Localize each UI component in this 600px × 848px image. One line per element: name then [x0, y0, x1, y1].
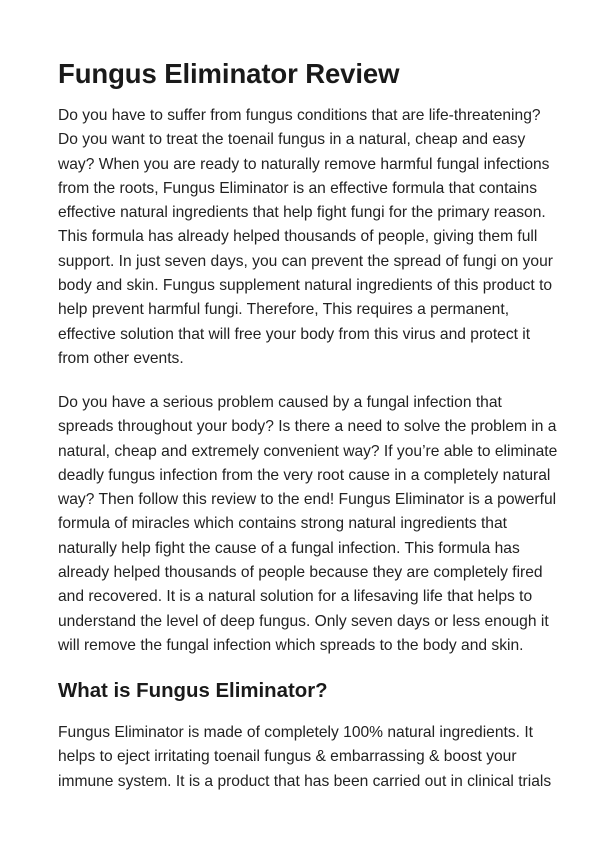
- paragraph-line: from the roots, Fungus Eliminator is an effective formula that contains: [58, 179, 538, 197]
- paragraph-line: Fungus Eliminator is made of completely 100% natural ingredients. It: [58, 724, 533, 741]
- page-title: Fungus Eliminator Review: [58, 58, 400, 89]
- paragraph-line: understand the level of deep fungus. Only seven days or less enough it: [58, 612, 549, 630]
- paragraph-line: Do you want to treat the toenail fungus in a natural, cheap and easy: [58, 131, 526, 149]
- paragraph-line: help prevent harmful fungi. Therefore, This requires a permanent,: [58, 301, 510, 319]
- section-heading: What is Fungus Eliminator?: [58, 680, 328, 702]
- paragraph-line: from other events.: [58, 349, 184, 367]
- paragraph-line: effective natural ingredients that help fight fungi for the primary reason.: [58, 204, 546, 222]
- paragraph-line: natural, cheap and extremely convenient way? If you’re able to eliminate: [58, 442, 558, 460]
- paragraph-line: effective solution that will free your body from this virus and protect it: [58, 325, 531, 343]
- paragraph-line: way? Then follow this review to the end! Fungus Eliminator is a powerful: [58, 491, 557, 509]
- paragraph-line: This formula has already helped thousands of people, giving them full: [58, 228, 538, 246]
- paragraph-line: deadly fungus infection from the very root cause in a completely natural: [58, 466, 551, 484]
- paragraph-line: already helped thousands of people because they are completely fired: [58, 564, 543, 582]
- paragraph-line: and recovered. It is a natural solution for a lifesaving life that helps to: [58, 588, 533, 606]
- paragraph-line: Do you have to suffer from fungus conditions that are life-threatening?: [58, 107, 541, 124]
- paragraph-line: will remove the fungal infection which spreads to the body and skin.: [58, 636, 524, 654]
- paragraph-line: helps to eject irritating toenail fungus & embarrassing & boost your: [58, 748, 517, 766]
- paragraph-line: body and skin. Fungus supplement natural ingredients of this product to: [58, 277, 553, 295]
- paragraph-line: Do you have a serious problem caused by a fungal infection that: [58, 394, 502, 411]
- paragraph-line: formula of miracles which contains strong natural ingredients that: [58, 515, 507, 533]
- section-paragraph: [58, 721, 551, 794]
- paragraph-line: way? When you are ready to naturally remove harmful fungal infections: [58, 155, 550, 173]
- intro-paragraph: [58, 104, 553, 371]
- paragraph-line: naturally help fight the cause of a fungal infection. This formula has: [58, 539, 520, 557]
- paragraph-line: immune system. It is a product that has been carried out in clinical trials: [58, 772, 552, 790]
- paragraph-line: spreads throughout your body? Is there a need to solve the problem in a: [58, 418, 557, 436]
- second-paragraph: [58, 391, 557, 658]
- paragraph-line: support. In just seven days, you can prevent the spread of fungi on your: [58, 252, 553, 270]
